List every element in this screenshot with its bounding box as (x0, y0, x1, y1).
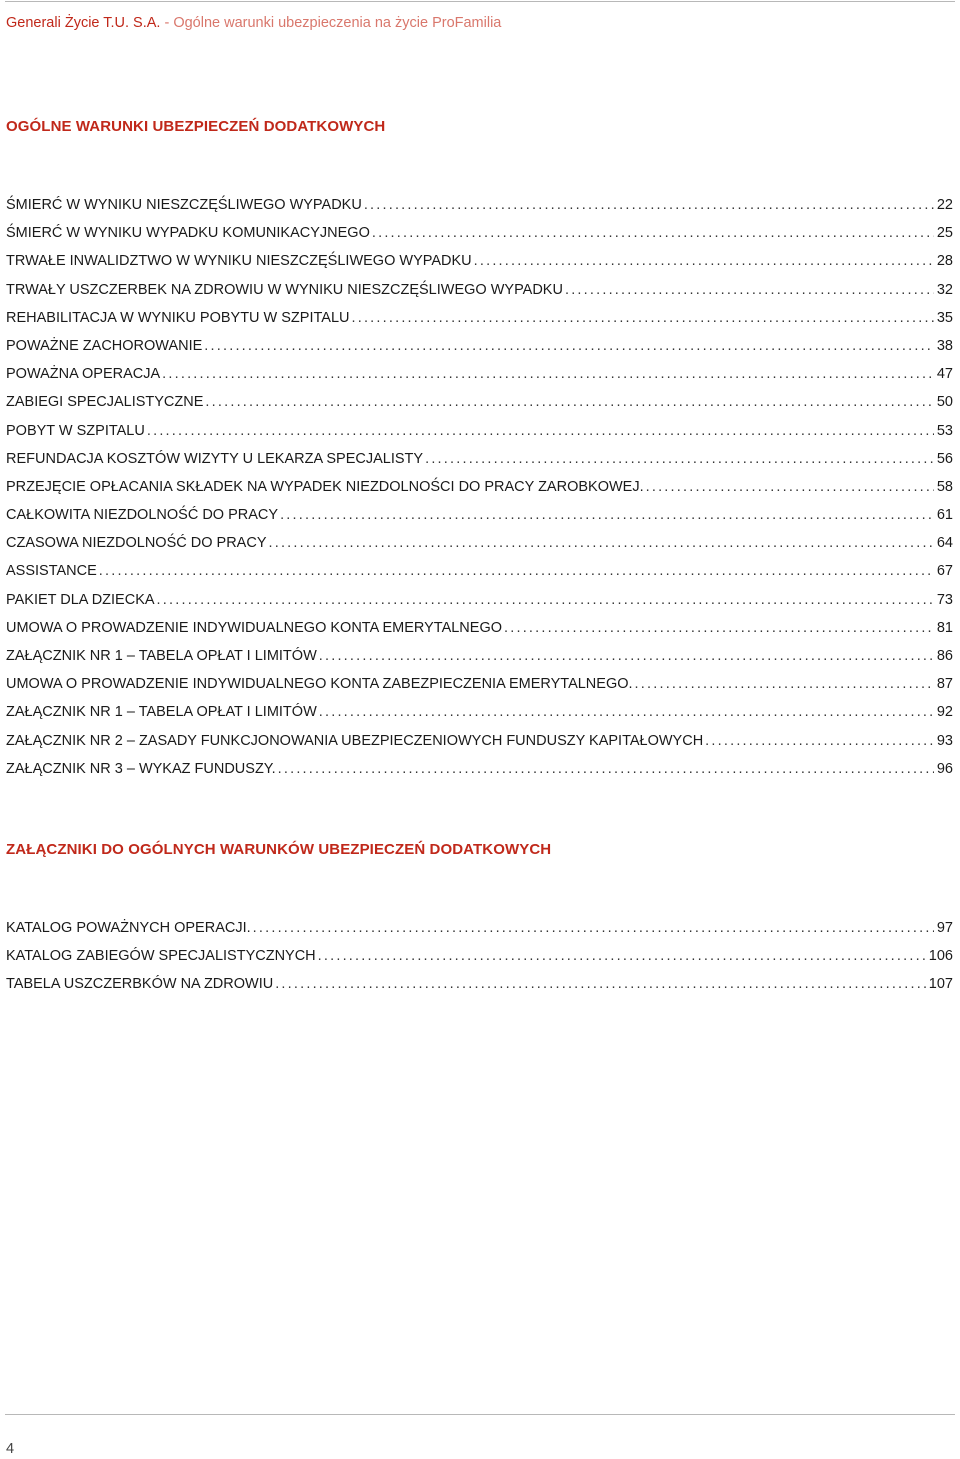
toc-entry-label: CAŁKOWITA NIEZDOLNOŚĆ DO PRACY (6, 507, 279, 524)
toc-entry-page: 73 (936, 591, 953, 608)
toc-dot-leader (705, 727, 934, 755)
toc-entry[interactable] (6, 388, 953, 416)
toc-entry-page: 22 (936, 197, 953, 213)
toc-dot-leader (147, 417, 934, 445)
toc-dot-leader (504, 614, 934, 642)
toc-entry-label: REHABILITACJA W WYNIKU POBYTU W SZPITALU (6, 309, 350, 326)
toc-entry-label: REFUNDACJA KOSZTÓW WIZYTY U LEKARZA SPECJALISTY (6, 450, 424, 467)
toc-dot-leader (635, 670, 934, 698)
toc-entry-page: 56 (936, 450, 953, 467)
toc-entry-label: TABELA USZCZERBKÓW NA ZDROWIU (6, 976, 274, 993)
toc-entry[interactable] (6, 219, 953, 247)
toc-dot-leader (157, 586, 934, 614)
toc-dot-leader (205, 388, 933, 416)
toc-entry-label: UMOWA O PROWADZENIE INDYWIDUALNEGO KONTA ZABEZPIECZENIA EMERYTALNEGO. (6, 676, 633, 693)
toc-entry-label: ŚMIERĆ W WYNIKU NIESZCZĘŚLIWEGO WYPADKU (6, 197, 362, 213)
toc-entry[interactable] (6, 698, 953, 726)
toc-entry[interactable] (6, 417, 953, 445)
toc-entry-page: 32 (936, 281, 953, 298)
top-rule (5, 1, 955, 2)
toc-entry[interactable] (6, 332, 953, 360)
toc-entry-label: ZAŁĄCZNIK NR 1 – TABELA OPŁAT I LIMITÓW (6, 704, 317, 721)
toc-entry-label: UMOWA O PROWADZENIE INDYWIDUALNEGO KONTA EMERYTALNEGO (6, 619, 503, 636)
toc-entry[interactable] (6, 304, 953, 332)
header-subtitle: - Ogólne warunki ubezpieczenia na życie ProFamilia (160, 15, 502, 31)
toc-entry-label: PRZEJĘCIE OPŁACANIA SKŁADEK NA WYPADEK NIEZDOLNOŚCI DO PRACY ZAROBKOWEJ. (6, 478, 644, 495)
header-company: Generali Życie T.U. S.A. (6, 15, 161, 31)
toc-entry-label: POBYT W SZPITALU (6, 422, 145, 439)
toc-entry-label: ZAŁĄCZNIK NR 2 – ZASADY FUNKCJONOWANIA UBEZPIECZENIOWYCH FUNDUSZY KAPITAŁOWYCH (6, 732, 704, 749)
toc-entry-page: 28 (936, 253, 953, 270)
toc-dot-leader (318, 942, 926, 970)
toc-entry-page: 86 (936, 648, 953, 664)
toc-entry[interactable] (6, 942, 953, 970)
toc-entry[interactable] (6, 529, 953, 557)
toc-entry[interactable] (6, 642, 953, 670)
toc-entry-page: 93 (936, 732, 953, 749)
toc-entry[interactable] (6, 276, 953, 304)
toc-entry[interactable] (6, 473, 953, 501)
toc-entry-page: 50 (936, 394, 953, 411)
toc-dot-leader (275, 970, 926, 998)
toc-dot-leader (351, 304, 933, 332)
toc-entry-page: 106 (928, 948, 953, 965)
toc-dot-leader (646, 473, 934, 501)
toc-entry[interactable] (6, 501, 953, 529)
toc-entry-page: 92 (936, 704, 953, 721)
toc-entry[interactable] (6, 445, 953, 473)
bottom-rule (5, 1414, 955, 1415)
toc-dot-leader (99, 557, 934, 585)
toc-entry[interactable] (6, 670, 953, 698)
toc-entry-label: PAKIET DLA DZIECKA (6, 591, 155, 608)
toc-dot-leader (278, 755, 934, 783)
toc-entry[interactable] (6, 970, 953, 998)
toc-entry[interactable] (6, 557, 953, 585)
toc-dot-leader (565, 276, 934, 304)
toc-entry-label: KATALOG POWAŻNYCH OPERACJI. (6, 920, 251, 936)
toc-entry-page: 53 (936, 422, 953, 439)
toc-entry[interactable] (6, 614, 953, 642)
toc-entry-page: 61 (936, 507, 953, 524)
toc-dot-leader (364, 191, 934, 219)
toc-entry[interactable] (6, 914, 953, 942)
toc-entry[interactable] (6, 727, 953, 755)
toc-dot-leader (253, 914, 934, 942)
toc-entry-page: 25 (936, 225, 953, 242)
toc-entry-label: POWAŻNA OPERACJA (6, 366, 161, 383)
page-number: 4 (6, 1441, 15, 1457)
toc-entry-label: ZABIEGI SPECJALISTYCZNE (6, 394, 204, 411)
toc-entry-page: 64 (936, 535, 953, 552)
toc-dot-leader (319, 698, 934, 726)
toc-entry-page: 58 (936, 478, 953, 495)
toc-entry-page: 81 (936, 619, 953, 636)
toc-entry-label: TRWAŁE INWALIDZTWO W WYNIKU NIESZCZĘŚLIWEGO WYPADKU (6, 253, 472, 270)
toc-dot-leader (162, 360, 934, 388)
toc-entry-page: 38 (936, 337, 953, 354)
toc-entry-label: ZAŁĄCZNIK NR 3 – WYKAZ FUNDUSZY. (6, 760, 276, 777)
toc-dot-leader (425, 445, 934, 473)
toc-entry-label: KATALOG ZABIEGÓW SPECJALISTYCZNYCH (6, 948, 316, 965)
toc-dot-leader (269, 529, 934, 557)
toc-list-general-conditions (6, 191, 953, 783)
toc-entry-page: 107 (928, 976, 953, 993)
toc-entry-label: POWAŻNE ZACHOROWANIE (6, 337, 203, 354)
toc-entry[interactable] (6, 360, 953, 388)
toc-entry-label: ASSISTANCE (6, 563, 97, 580)
document-header (6, 15, 501, 31)
toc-entry-label: CZASOWA NIEZDOLNOŚĆ DO PRACY (6, 535, 267, 552)
toc-entry-page: 97 (936, 920, 953, 936)
toc-dot-leader (372, 219, 934, 247)
toc-entry-page: 47 (936, 366, 953, 383)
toc-entry-label: TRWAŁY USZCZERBEK NA ZDROWIU W WYNIKU NIESZCZĘŚLIWEGO WYPADKU (6, 281, 563, 298)
toc-entry-page: 87 (936, 676, 953, 693)
toc-dot-leader (280, 501, 934, 529)
toc-dot-leader (474, 247, 934, 275)
toc-entry-label: ZAŁĄCZNIK NR 1 – TABELA OPŁAT I LIMITÓW (6, 648, 317, 664)
toc-entry-page: 35 (936, 309, 953, 326)
toc-list-appendices (6, 914, 953, 999)
toc-entry-page: 67 (936, 563, 953, 580)
section-title-general-conditions: OGÓLNE WARUNKI UBEZPIECZEŃ DODATKOWYCH (6, 118, 386, 135)
toc-entry-label: ŚMIERĆ W WYNIKU WYPADKU KOMUNIKACYJNEGO (6, 225, 370, 242)
toc-entry[interactable] (6, 586, 953, 614)
toc-dot-leader (319, 642, 934, 670)
toc-entry-page: 96 (936, 760, 953, 777)
toc-dot-leader (204, 332, 934, 360)
toc-entry[interactable] (6, 247, 953, 275)
toc-entry[interactable] (6, 191, 953, 219)
section-title-appendices: ZAŁĄCZNIKI DO OGÓLNYCH WARUNKÓW UBEZPIECZEŃ DODATKOWYCH (6, 841, 552, 858)
toc-entry[interactable] (6, 755, 953, 783)
